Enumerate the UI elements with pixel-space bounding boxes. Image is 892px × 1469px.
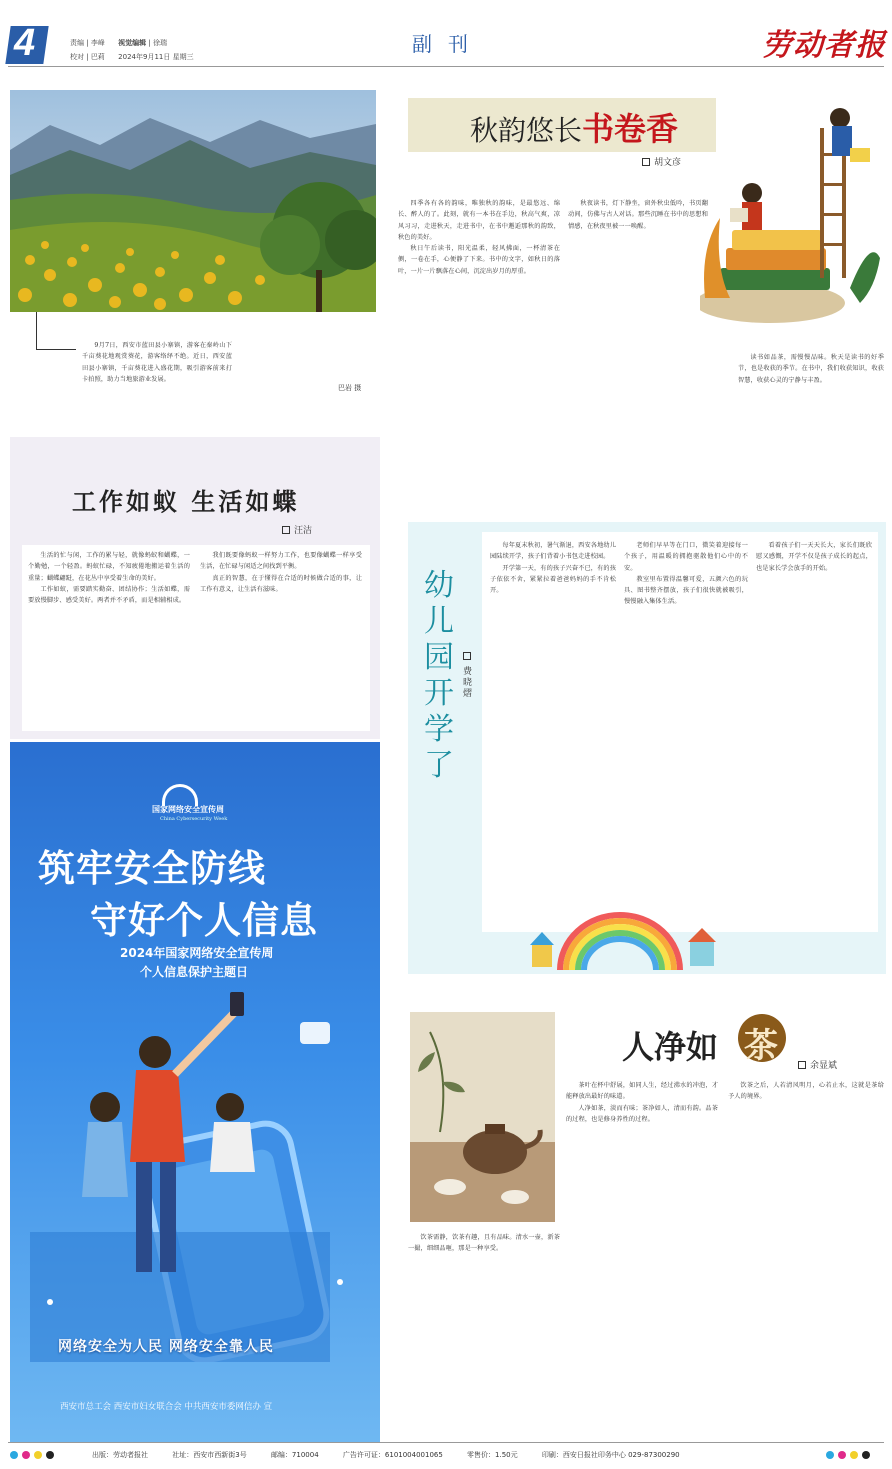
footer-publisher: 出版：劳动者报社	[92, 1451, 148, 1459]
issue-weekday: 星期三	[172, 53, 194, 61]
tea-photo	[410, 1012, 555, 1222]
photo-caption: 9月7日，西安市蓝田县小寨镇，游客在秦岭山下千亩葵花地观赏葵花，游客络绎不绝。近日，西安蓝田县小寨镇，千亩葵花进入盛花期，吸引游客前来打卡拍照，助力当地旅游业发展。	[82, 342, 232, 383]
reading-illustration	[700, 98, 886, 348]
section-name: 副刊	[412, 32, 484, 56]
kindergarten-byline	[463, 652, 473, 700]
kg-para-2: 开学第一天，有的孩子兴奋不已，有的孩子依依不舍，紧紧拉着爸爸妈妈的手不肯松开。	[490, 564, 616, 595]
poster-brand-en: China Cybersecurity Week	[160, 816, 228, 822]
kindergarten-col-1	[490, 540, 616, 912]
poster-logo-icon	[162, 784, 198, 806]
poster-illustration	[10, 982, 380, 1362]
gongzuo-byline	[282, 523, 312, 536]
tea-para-2: 茶叶在杯中舒展，如同人生，经过沸水的冲泡，才能释放出最好的味道。	[566, 1082, 718, 1101]
byline-box-icon	[282, 526, 290, 534]
byline-box-icon	[798, 1061, 806, 1069]
gongzuo-para-2: 工作如蚁，需要踏实勤奋、团结协作；生活如蝶，需要放慢脚步、感受美好。两者并不矛盾，而是相辅相成。	[28, 585, 190, 605]
kindergarten-author: 费晓熠	[463, 667, 473, 699]
gongzuo-col-2	[200, 550, 362, 726]
footer-license: 广告许可证：6101004001065	[342, 1451, 443, 1459]
tea-author: 余显斌	[810, 1061, 838, 1071]
tea-byline	[798, 1058, 837, 1071]
tea-col-2	[566, 1080, 718, 1428]
poster-headline-1: 筑牢安全防线	[38, 847, 266, 890]
kg-para-1: 每年夏末秋初，暑气渐退，西安各地幼儿园陆续开学，孩子们背着小书包走进校园。	[490, 542, 616, 561]
tea-col-1	[408, 1232, 560, 1427]
footer-rule	[8, 1442, 884, 1443]
page-number: 4	[14, 22, 36, 64]
poster-orgs: 西安市总工会 西安市妇女联合会 中共西安市委网信办 宣	[60, 1402, 273, 1412]
footer-info	[92, 1450, 702, 1460]
tea-title	[622, 1022, 718, 1068]
footer-dots	[10, 1451, 70, 1461]
gongzuo-title: 工作如蚁 生活如蝶	[72, 488, 300, 516]
gongzuo-para-3: 我们既要像蚂蚁一样努力工作，也要像蝴蝶一样享受生活，在忙碌与闲适之间找到平衡。	[200, 552, 362, 571]
visual-editor-label: 视觉编辑	[118, 39, 147, 47]
masthead: 劳动者报	[762, 28, 886, 63]
poster-subline-2: 个人信息保护主题日	[140, 965, 249, 979]
byline-box-icon	[463, 652, 471, 660]
qiuyun-byline	[642, 155, 681, 168]
qiuyun-para-4: 读书如品茶，需慢慢品味。秋天是读书的好季节，也是收获的季节。在书中，我们收获知识，收获智慧，收获心灵的宁静与丰盈。	[738, 354, 884, 384]
qiuyun-para-2: 秋日午后读书，阳光温柔，轻风拂面，一杯清茶在侧，一卷在手，心便静了下来。书中的文字，如秋日的落叶，一片一片飘落在心间，沉淀出岁月的厚重。	[398, 245, 560, 275]
qiuyun-col-3	[738, 352, 884, 472]
rainbow-illustration	[520, 900, 720, 970]
dot-magenta-icon	[22, 1451, 30, 1459]
poster-headline-2: 守好个人信息	[90, 899, 318, 942]
proof-name: 巴莉	[90, 53, 105, 61]
caption-pointer-h	[36, 349, 76, 350]
editor-name: 李峰	[90, 39, 105, 47]
dot-yellow-icon	[850, 1451, 858, 1459]
byline-box-icon	[642, 158, 650, 166]
gongzuo-para-1: 生活的忙与闲，工作的累与轻，就像蚂蚁和蝴蝶，一个勤勉，一个轻盈。蚂蚁忙碌，不知疲倦地搬运着生活的重量；蝴蝶翩跹，在花丛中享受着生命的美好。	[28, 552, 190, 582]
qiuyun-title	[470, 104, 678, 150]
gongzuo-col-1	[28, 550, 190, 726]
tea-col-3	[728, 1080, 884, 1428]
cyber-poster	[10, 742, 380, 1442]
dot-yellow-icon	[34, 1451, 42, 1459]
qiuyun-author: 胡文彦	[654, 158, 682, 168]
poster-brand: 国家网络安全宣传周	[152, 805, 224, 814]
dot-magenta-icon	[838, 1451, 846, 1459]
caption-pointer	[36, 312, 37, 350]
footer-address: 社址：西安市西新街3号	[172, 1451, 247, 1459]
tea-para-3: 人净如茶，淡而有味；茶净如人，清而有韵。品茶的过程，也是修身养性的过程。	[566, 1104, 718, 1123]
dot-cyan-icon	[10, 1451, 18, 1459]
dot-cyan-icon	[826, 1451, 834, 1459]
qiuyun-title-a: 秋韵悠长	[470, 114, 583, 147]
header-credits: 责编 | 李峰 视觉编辑 | 徐瑞 校对 | 巴莉 2024年9月11日 星期三	[70, 39, 194, 61]
editor-label: 责编	[70, 39, 84, 47]
dot-black-icon	[862, 1451, 870, 1459]
footer-post: 邮编：710004	[270, 1451, 319, 1459]
tea-para-1: 饮茶需静，饮茶有趣，且有品味。清水一壶，新茶一撮，细细品咂，那是一种享受。	[408, 1234, 560, 1253]
photo-credit: 巴岩 摄	[338, 384, 362, 392]
qiuyun-para-3: 秋夜读书，灯下静坐，窗外秋虫低吟，书页翻动间，仿佛与古人对话。那些沉睡在书中的思想和情感，在秋夜里被一一唤醒。	[568, 200, 708, 230]
qiuyun-col-1	[398, 198, 560, 410]
issue-date: 2024年9月11日	[118, 53, 171, 61]
qiuyun-para-1: 四季各有各的韵味，唯独秋的韵味，是最悠远、绵长、醉人的了。此刻，就有一本书在手边，秋高气爽，凉风习习，走进秋天，走进书中，在书中邂逅那秋的韵致，秋色的美好。	[398, 200, 560, 241]
poster-slogan: 网络安全为人民 网络安全靠人民	[58, 1339, 274, 1355]
footer-price: 零售价：1.50元	[467, 1451, 518, 1459]
gongzuo-para-4: 真正的智慧，在于懂得在合适的时候做合适的事，让工作有意义，让生活有滋味。	[200, 574, 362, 593]
gongzuo-author: 汪洁	[294, 526, 313, 536]
footer-printer: 印刷：西安日报社印务中心 029-87300290	[541, 1451, 680, 1459]
header-bar	[0, 0, 892, 72]
tea-para-4: 饮茶之后，人若清风明月，心若止水，这就是茶给予人的境界。	[728, 1082, 884, 1101]
header-rule	[8, 66, 884, 67]
tea-title-b: 茶	[744, 1026, 778, 1066]
visual-editor-name: 徐瑞	[152, 39, 167, 47]
qiuyun-col-2	[568, 198, 708, 410]
kindergarten-col-3	[756, 540, 872, 912]
poster-subline-1: 2024年国家网络安全宣传周	[120, 946, 274, 960]
kindergarten-title: 幼儿园开学了	[424, 568, 454, 783]
kg-para-5: 看着孩子们一天天长大，家长们既欣慰又感慨，开学不仅是孩子成长的起点，也是家长学会放手的开始。	[756, 542, 872, 572]
kg-para-4: 教室里布置得温馨可爱，五颜六色的玩具、图书整齐摆放，孩子们很快就被吸引，慢慢融入集体生活。	[624, 575, 748, 606]
dot-black-icon	[46, 1451, 54, 1459]
kg-para-3: 老师们早早等在门口，微笑着迎接每一个孩子，用温暖的拥抱驱散他们心中的不安。	[624, 542, 748, 572]
kindergarten-col-2	[624, 540, 748, 912]
footer-dots-right	[826, 1451, 886, 1461]
proof-label: 校对	[70, 53, 84, 61]
qiuyun-title-b: 书卷香	[582, 110, 679, 148]
tea-title-a: 人净如	[622, 1028, 719, 1066]
sunflower-photo	[10, 90, 376, 312]
